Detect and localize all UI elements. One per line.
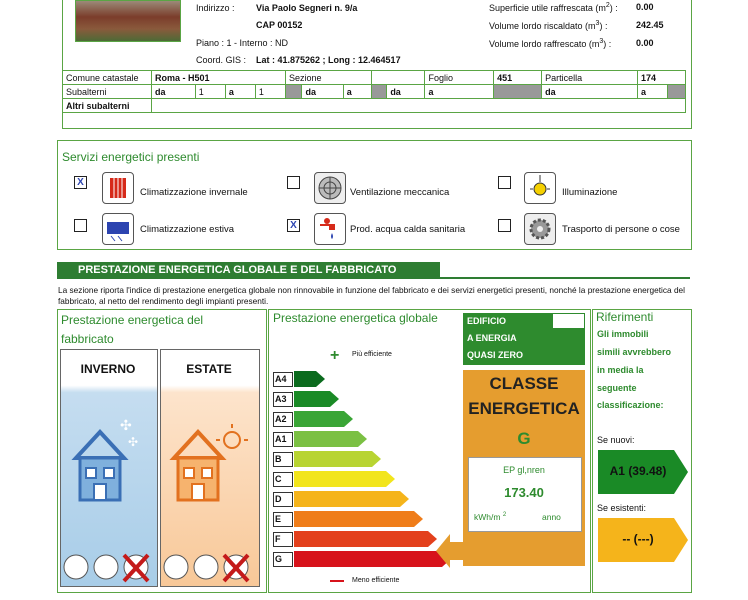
vol-raff-label: Volume lordo raffrescato $(m^3)$ : [489,38,612,49]
estate-rating-icons [162,551,256,588]
riferimenti-text-2: simili avvrebbero [597,347,672,357]
sub-da-value: 1 [195,85,225,99]
svg-text:✣: ✣ [120,417,132,433]
service-label: Prod. acqua calda sanitaria [350,224,466,235]
esistenti-value: -- (---) [622,532,654,546]
class-label-c: C [273,472,293,487]
checkbox-trasporto[interactable] [498,219,511,232]
winter-house-icon [68,410,152,525]
sub-da-label: da [302,85,343,99]
class-label-f: F [273,532,293,547]
class-bar-a1 [294,431,368,447]
class-label-g: G [273,552,293,567]
sub-a-value: 1 [255,85,285,99]
nzeb-line-1: EDIFICIO [467,316,507,326]
gear-icon [524,213,556,245]
svg-text:✣: ✣ [128,435,139,449]
class-bar-e [294,511,424,527]
vol-risc-label: Volume lordo riscaldato $(m^3)$ : [489,20,608,31]
class-bar-a2 [294,411,354,427]
fan-icon [314,172,346,204]
ep-anno: anno [542,512,561,522]
piu-efficiente-label: Più efficiente [352,351,392,358]
ep-unit: kWh/m $^2$ [474,512,507,522]
checkbox-climatizzazione-invernale[interactable]: X [74,176,87,189]
estate-label: ESTATE [186,362,232,376]
riferimenti-text-3: in media la [597,365,644,375]
nzeb-check [552,313,585,329]
service-label: Illuminazione [562,187,618,198]
class-label-a1: A1 [273,432,293,447]
fabbricato-title: Prestazione energetica del fabbricato [61,313,204,346]
riferimenti-text-1: Gli immobili [597,329,649,339]
checkbox-illuminazione[interactable] [498,176,511,189]
class-label-a3: A3 [273,392,293,407]
inverno-rating-icons [62,551,156,588]
radiator-icon [102,172,134,204]
minus-icon [330,580,344,582]
service-label: Ventilazione meccanica [350,187,450,198]
sub-da-label: da [152,85,196,99]
air-conditioner-icon [102,213,134,245]
vol-raff-value: 0.00 [636,38,654,48]
class-bar-a3 [294,391,340,407]
comune-value: Roma - H501 [152,71,286,85]
esistenti-label: Se esistenti: [597,503,647,513]
class-label-a2: A2 [273,412,293,427]
class-label-b: B [273,452,293,467]
address-label: Indirizzo : [196,3,235,13]
tap-icon [314,213,346,245]
ep-value: 173.40 [504,485,544,500]
sub-a-label: a [637,85,667,99]
riferimenti-title: Riferimenti [596,310,654,324]
service-label: Climatizzazione invernale [140,187,248,198]
top-frame [62,0,692,129]
section-description: La sezione riporta l'indice di prestazione energetica globale non rinnovabile in funzione del fabbricato e dei servizi energetici presenti, nonché la prestazione energetica del fabbricato, al netto del rendimento degli impianti presenti. [58,285,686,306]
vol-risc-value: 242.45 [636,20,664,30]
checkbox-acqua-calda[interactable]: X [287,219,300,232]
particella-value: 174 [637,71,685,85]
superficie-label: Superficie utile raffrescata $(m^2)$ : [489,2,618,13]
altri-label: Altri subalterni [63,99,152,113]
cap-value: CAP 00152 [256,20,303,30]
address-value: Via Paolo Segneri n. 9/a [256,3,358,13]
class-bar-a4 [294,371,326,387]
current-class-pointer [436,534,464,573]
superficie-value: 0.00 [636,2,654,12]
class-bar-b [294,451,382,467]
class-bar-c [294,471,396,487]
subalterni-label: Subalterni [63,85,152,99]
summer-house-icon [166,410,250,525]
services-title: Servizi energetici presenti [62,150,200,164]
section-title: PRESTAZIONE ENERGETICA GLOBALE E DEL FABBRICATO [78,264,397,276]
checkbox-climatizzazione-estiva[interactable] [74,219,87,232]
inverno-label: INVERNO [80,362,136,376]
sub-da-label: da [387,85,425,99]
class-label-d: D [273,492,293,507]
classe-value: G [517,429,531,448]
riferimenti-text-4: seguente [597,383,637,393]
class-bar-g [294,551,452,567]
sub-da-label: da [542,85,638,99]
class-label-e: E [273,512,293,527]
nzeb-line-3: QUASI ZERO [467,350,524,360]
piano-value: Piano : 1 - Interno : ND [196,38,289,48]
coord-label: Coord. GIS : [196,55,247,65]
section-banner-line [57,277,690,279]
service-label: Climatizzazione estiva [140,224,234,235]
energy-scale [273,370,443,570]
class-bar-d [294,491,410,507]
lightbulb-icon [524,172,556,204]
plus-icon: + [330,347,340,364]
class-label-a4: A4 [273,372,293,387]
meno-efficiente-label: Meno efficiente [352,577,400,584]
class-bar-f [294,531,438,547]
nuovi-label: Se nuovi: [597,435,635,445]
sub-a-label: a [425,85,494,99]
globale-title: Prestazione energetica globale [273,311,438,325]
foglio-label: Foglio [425,71,494,85]
foglio-value: 451 [494,71,542,85]
service-label: Trasporto di persone o cose [562,224,680,235]
nuovi-value: A1 (39.48) [609,464,667,478]
ep-label: EP gl,nren [503,465,545,475]
coord-value: Lat : 41.875262 ; Long : 12.464517 [256,55,401,65]
comune-label: Comune catastale [63,71,152,85]
sub-a-label: a [343,85,371,99]
sub-a-label: a [225,85,255,99]
nzeb-line-2: A ENERGIA [467,333,517,343]
classe-label-1: CLASSE [489,374,559,393]
classe-label-2: ENERGETICA [468,399,580,418]
sezione-label: Sezione [286,71,372,85]
particella-label: Particella [542,71,638,85]
riferimenti-text-5: classificazione: [597,400,664,410]
checkbox-ventilazione-meccanica[interactable] [287,176,300,189]
